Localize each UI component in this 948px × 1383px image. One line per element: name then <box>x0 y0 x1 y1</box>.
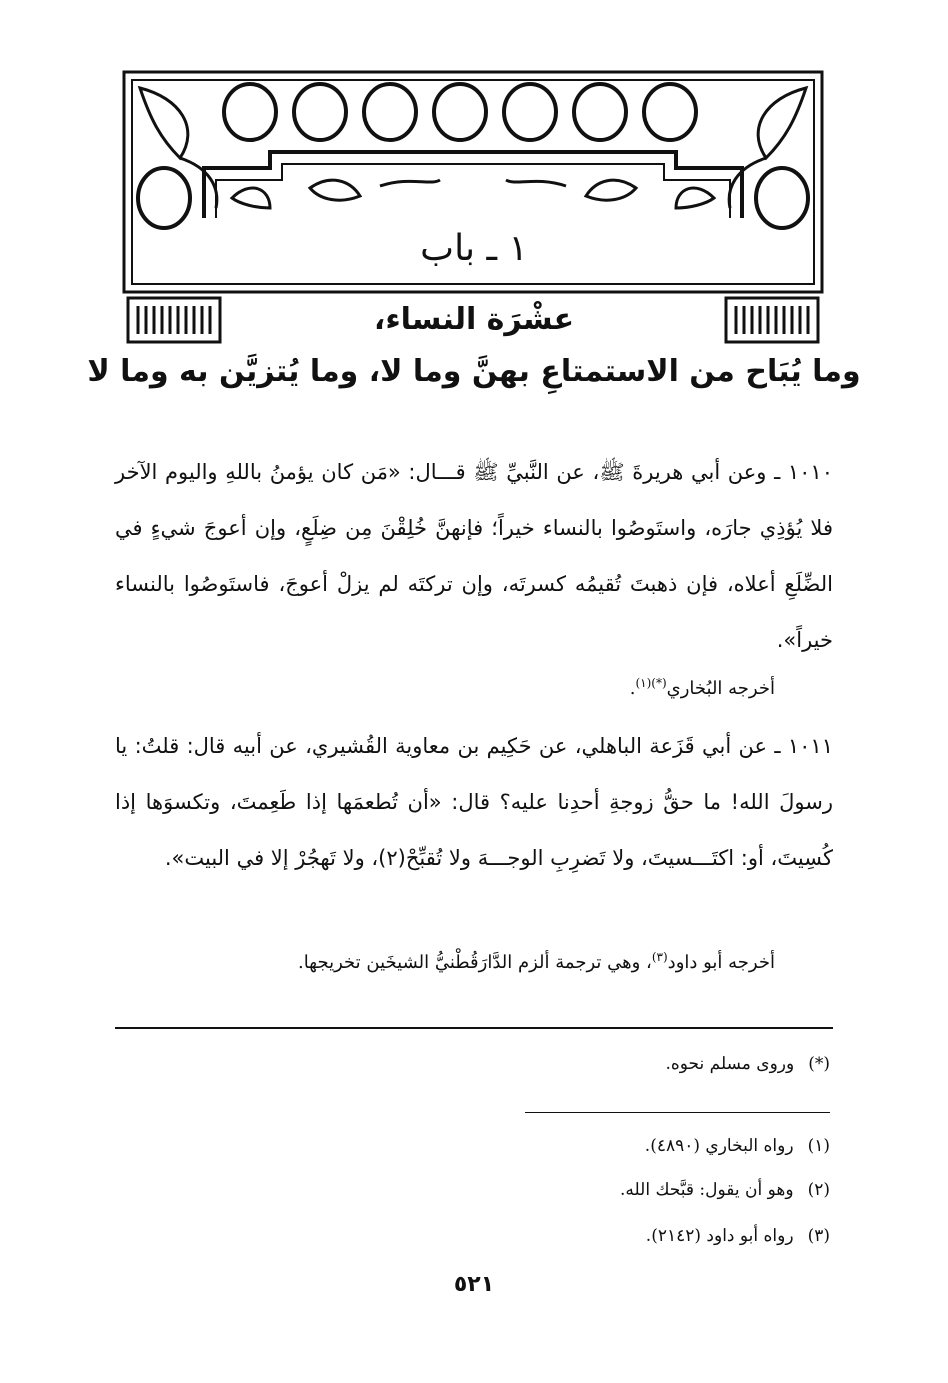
hadith-1010-source <box>115 676 775 699</box>
footnote-short-divider <box>525 1112 830 1113</box>
source-rest: ، وهي ترجمة ألزم الدَّارَقُطْنيُّ الشيخَين تخريجها. <box>297 952 652 973</box>
footnote-star <box>115 1054 830 1074</box>
footnote-ref: (٣) <box>651 950 668 964</box>
hadith-1010-text: ١٠١٠ ـ وعن أبي هريرةَ ﷺ، عن النَّبيِّ ﷺ قـــال: «مَن كان يؤمنُ باللهِ واليوم الآخر فلا يُؤذِي جارَه، واستَوصُوا بالنساء خيراً؛ فإنهنَّ خُلِقْنَ مِن ضِلَعٍ، وإن أعوجَ شيءٍ في الضِّلَعِ أعلاه، فإن ذهبتَ تُقيمُه كسرتَه، وإن تركتَه لم يزلْ أعوجَ، فاستَوصُوا بالنساء خيراً». <box>115 460 833 652</box>
footnote-ref: (*)(١) <box>635 676 667 690</box>
footnote-divider <box>115 1027 833 1029</box>
footnote-mark: (٣) <box>807 1226 830 1246</box>
chapter-title-line1: عشْرَة النساء، <box>373 302 575 337</box>
footnote-text: رواه أبو داود (٢١٤٢). <box>645 1226 794 1246</box>
footnote-text: وهو أن يقول: قبَّحك الله. <box>620 1180 794 1200</box>
chapter-label: ١ ـ باب <box>420 228 528 269</box>
source-end: . <box>629 678 636 699</box>
footnote-text: وروى مسلم نحوه. <box>665 1054 795 1074</box>
footnote-mark: (٢) <box>807 1180 830 1200</box>
source-text: أخرجه أبو داود <box>667 952 775 973</box>
footnote-mark: (١) <box>807 1136 830 1156</box>
footnote-2 <box>115 1180 830 1200</box>
footnote-3 <box>115 1226 830 1246</box>
footnote-mark: (*) <box>808 1054 830 1074</box>
footnote-text: رواه البخاري (٤٨٩٠). <box>644 1136 794 1156</box>
footnote-1 <box>115 1136 830 1156</box>
source-text: أخرجه البُخاري <box>666 678 775 699</box>
chapter-title-line2: وما يُبَاح من الاستمتاعِ بهنَّ وما لا، وما يُتزيَّن به وما لا <box>87 354 861 389</box>
hadith-1011-text: ١٠١١ ـ عن أبي قَزَعة الباهلي، عن حَكِيم بن معاوية القُشيري، عن أبيه قال: قلتُ: يا رسولَ الله! ما حقُّ زوجةِ أحدِنا عليه؟ قال: «أن تُطعمَها إذا طَعِمتَ، وتكسوَها إذا كُسِيتَ، أو: اكتَـــسيتَ، ولا تَضرِبِ الوجـــهَ ولا تُقبِّحْ(٢)، ولا تَهجُرْ إلا في البيت». <box>115 734 833 870</box>
hadith-1011-source <box>115 950 775 973</box>
page-number: ٥٢١ <box>453 1272 495 1297</box>
